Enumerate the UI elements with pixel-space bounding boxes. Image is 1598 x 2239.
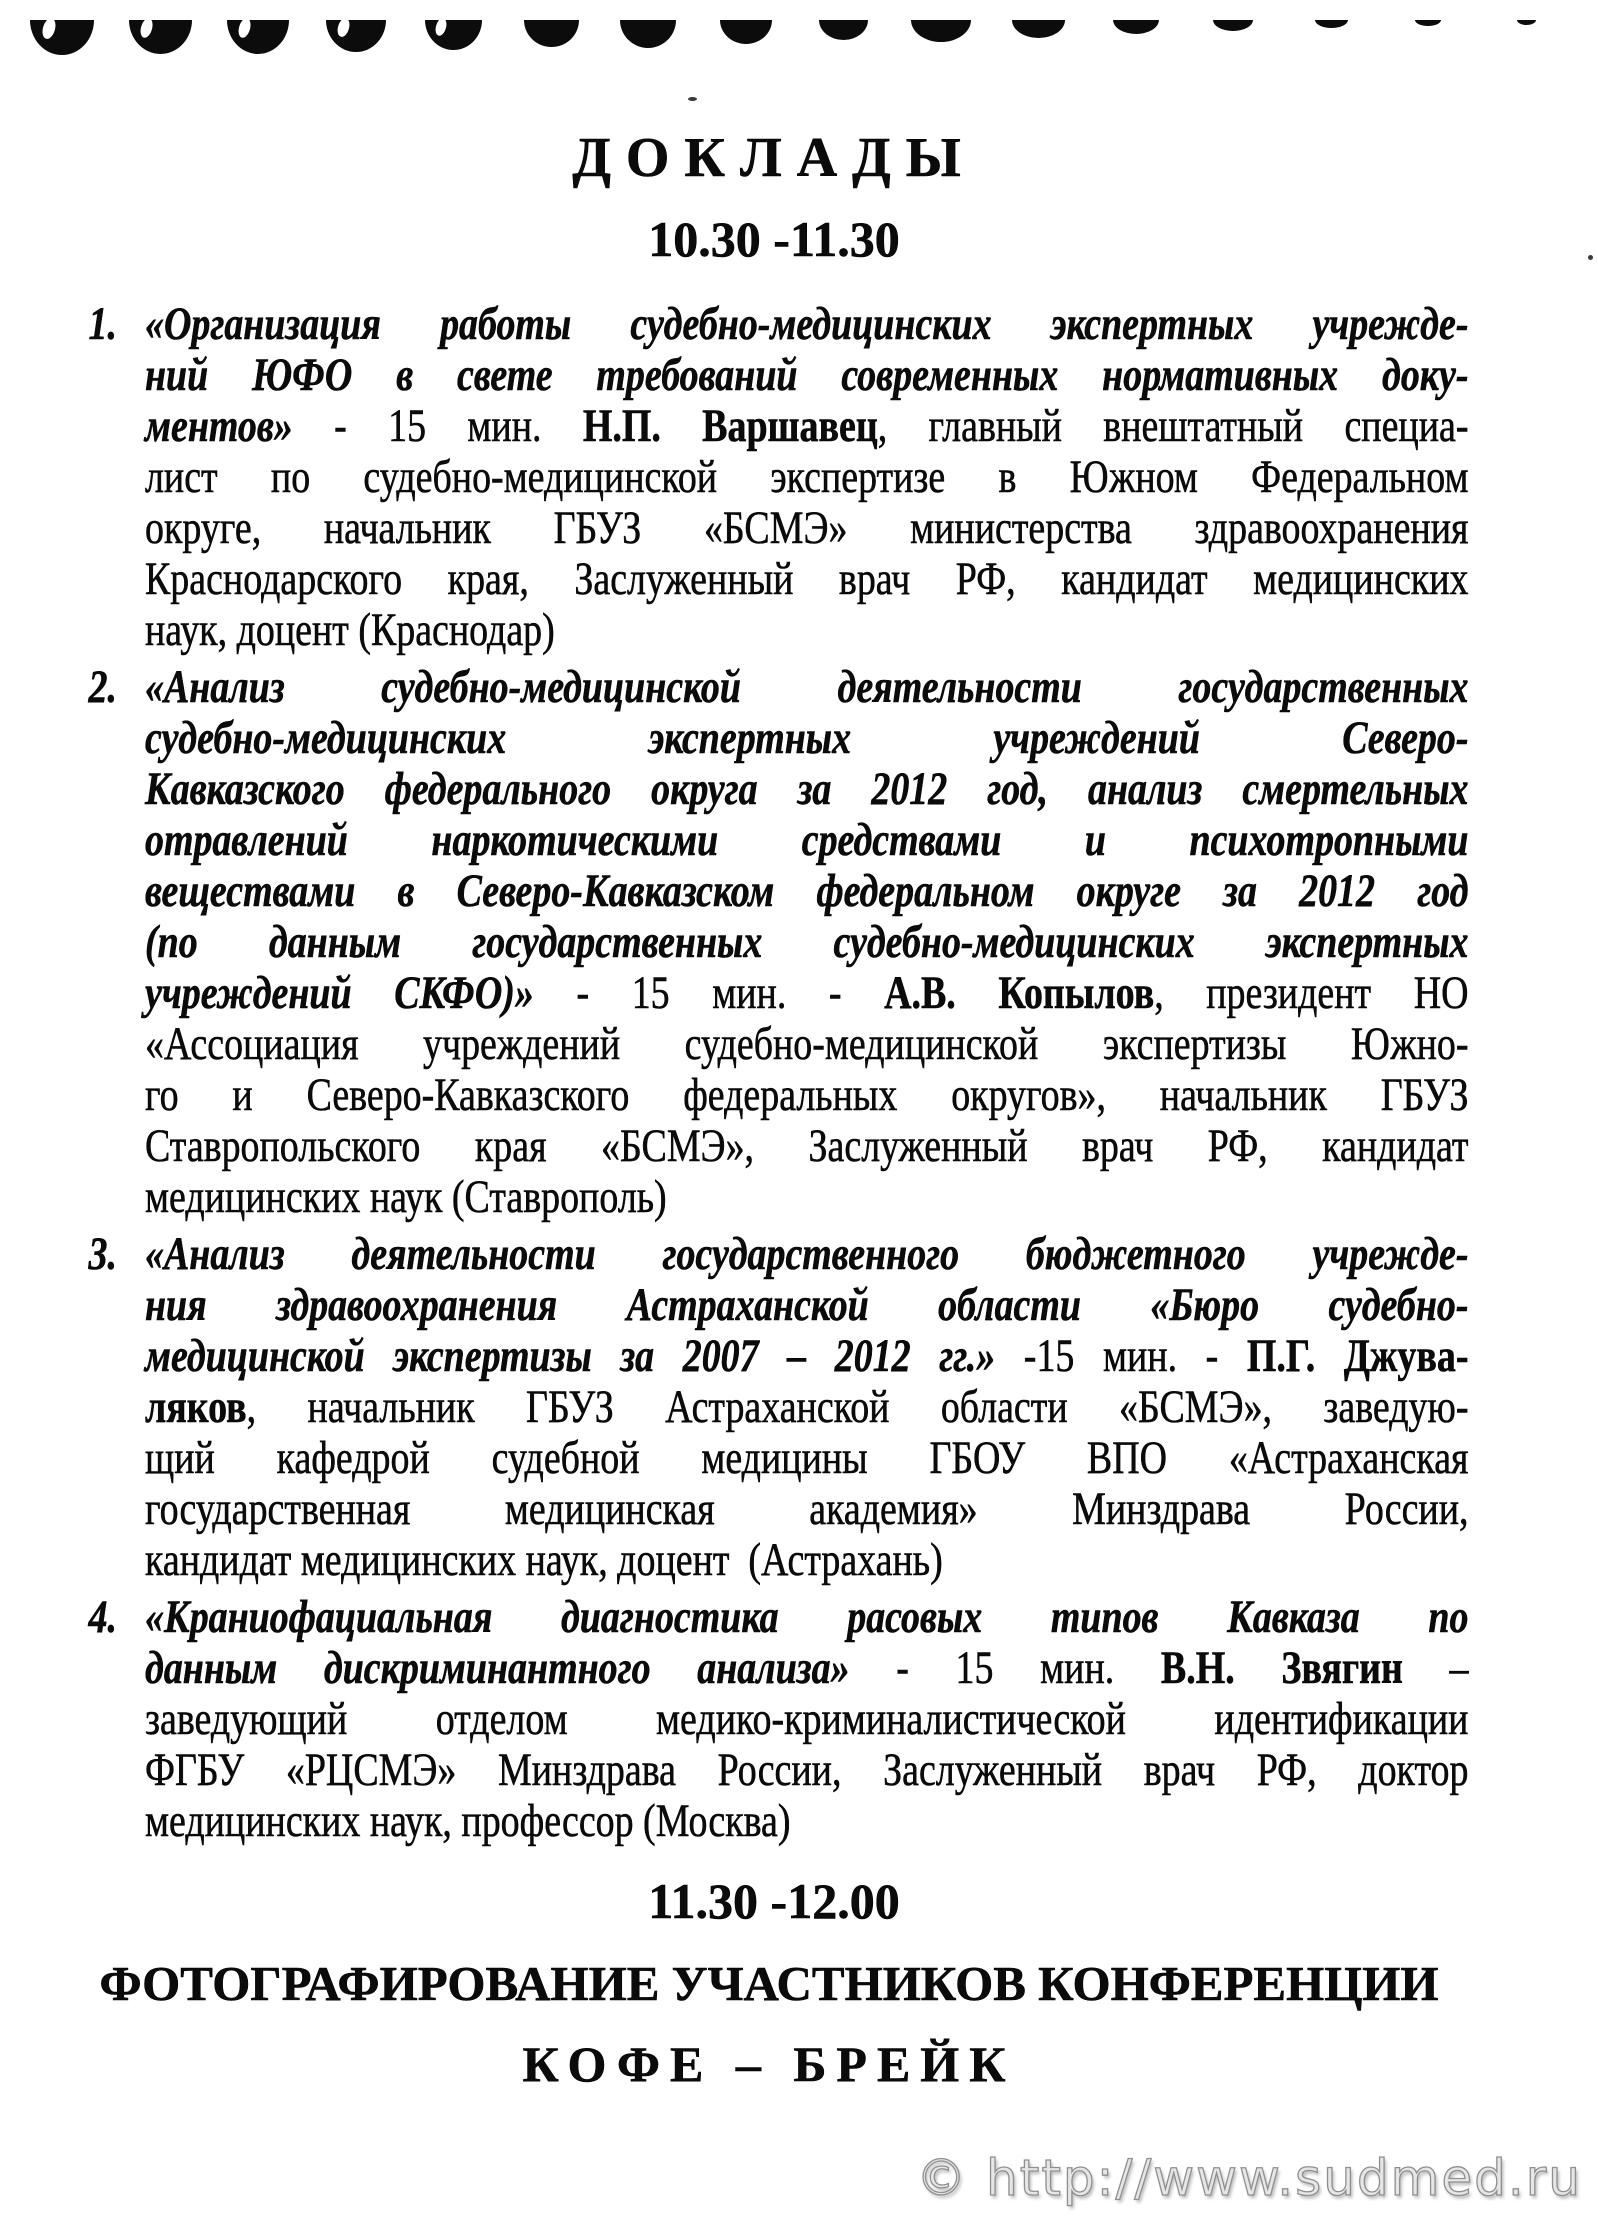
- photo-session-label: ФОТОГРАФИРОВАНИЕ УЧАСТНИКОВ КОНФЕРЕНЦИИ: [99, 1956, 1439, 2011]
- report-text-segment: государственная медицинская академия» Минздрава России,: [145, 1483, 1469, 1535]
- report-line: [145, 605, 1468, 656]
- binding-hole: [1415, 20, 1441, 26]
- report-text-segment: ФГБУ «РЦСМЭ» Минздрава России, Заслуженный врач РФ, доктор: [145, 1744, 1469, 1796]
- binding-hole: [1213, 20, 1253, 31]
- report-line: [145, 764, 1468, 815]
- report-line: [145, 1331, 1468, 1382]
- report-text-segment: данным дискриминантного анализа»: [145, 1642, 850, 1694]
- report-text-segment: ментов»: [145, 400, 293, 452]
- report-line: [145, 1796, 1468, 1847]
- footer-time: 11.30 -12.00: [648, 1873, 900, 1929]
- binding-hole: [425, 20, 482, 50]
- report-text-segment: , главный внештатный специа-: [877, 400, 1469, 452]
- report-line: [145, 968, 1468, 1019]
- report-text-segment: - 15 мин. -: [533, 967, 885, 1019]
- report-item: [88, 298, 1469, 656]
- binding-hole-highlight: [434, 17, 449, 37]
- binding-hole-highlight: [139, 17, 156, 40]
- report-line: [145, 1382, 1468, 1433]
- report-line: [145, 1592, 1468, 1643]
- report-text-segment: Краснодарского края, Заслуженный врач РФ, кандидат медицинских: [145, 553, 1469, 605]
- report-line: [145, 1745, 1468, 1796]
- report-text-segment: «Организация работы судебно-медицинских экспертных учрежде-: [145, 298, 1469, 350]
- report-text-segment: учреждений СКФО)»: [145, 967, 534, 1019]
- report-text-segment: В.Н. Звягин: [1160, 1642, 1403, 1694]
- report-line: [145, 503, 1468, 554]
- report-line: [145, 401, 1468, 452]
- report-text-segment: медицинских наук (Ставрополь): [145, 1171, 667, 1223]
- binding-hole: [720, 20, 772, 44]
- binding-hole: [129, 20, 192, 54]
- report-line: [145, 1484, 1468, 1535]
- binding-hole: [1012, 20, 1065, 38]
- report-line: [145, 815, 1468, 866]
- report-line: [145, 1535, 1468, 1586]
- report-number: 4.: [88, 1591, 117, 1643]
- page-title: ДОКЛАДЫ: [572, 127, 976, 189]
- report-text-segment: медицинской экспертизы за 2007 – 2012 гг.»: [145, 1330, 996, 1382]
- report-line: [145, 350, 1468, 401]
- report-line: [145, 1280, 1468, 1331]
- binding-hole: [30, 20, 94, 55]
- report-item: [88, 1591, 1469, 1847]
- report-text-segment: веществами в Северо-Кавказском федеральном округе за 2012 год: [145, 865, 1469, 917]
- report-line: [145, 452, 1468, 503]
- report-line: [145, 1433, 1468, 1484]
- report-text-segment: округе, начальник ГБУЗ «БСМЭ» министерства здравоохранения: [145, 502, 1469, 554]
- report-text-segment: наук, доцент (Краснодар): [145, 604, 555, 656]
- report-line: [145, 1070, 1468, 1121]
- report-text-segment: , президент НО: [1154, 967, 1469, 1019]
- report-line: [145, 554, 1468, 605]
- report-line: [145, 299, 1468, 350]
- report-line: [145, 917, 1468, 968]
- report-number: 1.: [88, 298, 117, 350]
- report-number: 3.: [88, 1228, 117, 1280]
- report-text-segment: -15 мин. -: [995, 1330, 1247, 1382]
- watermark-url: © http://www.sudmed.ru: [916, 2149, 1582, 2207]
- report-text-segment: «Анализ судебно-медицинской деятельности государственных: [145, 661, 1469, 713]
- binding-hole-highlight: [336, 17, 352, 38]
- report-number: 2.: [88, 661, 117, 713]
- report-text-segment: «Анализ деятельности государственного бюджетного учрежде-: [145, 1228, 1469, 1280]
- report-text-segment: заведующий отделом медико-криминалистической идентификации: [145, 1693, 1469, 1745]
- report-line: [145, 1643, 1468, 1694]
- report-text-segment: ний ЮФО в свете требований современных нормативных доку-: [145, 349, 1469, 401]
- binding-hole: [911, 20, 971, 42]
- report-line: [145, 1694, 1468, 1745]
- report-line: [145, 1121, 1468, 1172]
- binding-hole: [227, 20, 289, 54]
- report-text-segment: ляков: [145, 1381, 247, 1433]
- reports-list: [88, 298, 1469, 1847]
- report-text-segment: щий кафедрой судебной медицины ГБОУ ВПО «Астраханская: [145, 1432, 1469, 1484]
- report-text-segment: - 15 мин.: [849, 1642, 1161, 1694]
- report-text-segment: –: [1402, 1642, 1469, 1694]
- report-line: [145, 713, 1468, 764]
- scan-artifact: [688, 97, 697, 101]
- report-text-segment: (по данным государственных судебно-медицинских экспертных: [145, 916, 1469, 968]
- binding-hole: [819, 20, 868, 40]
- scan-artifact: [1588, 255, 1593, 260]
- report-text-segment: го и Северо-Кавказского федеральных округов», начальник ГБУЗ: [145, 1069, 1469, 1121]
- report-text-segment: «Краниофациальная диагностика расовых типов Кавказа по: [145, 1591, 1469, 1643]
- report-line: [145, 866, 1468, 917]
- report-text-segment: отравлений наркотическими средствами и психотропными: [145, 814, 1469, 866]
- binding-hole: [620, 20, 676, 48]
- report-text-segment: судебно-медицинских экспертных учреждений Северо-: [145, 712, 1469, 764]
- report-item: [88, 1228, 1469, 1586]
- report-line: [145, 1019, 1468, 1070]
- report-text-segment: «Ассоциация учреждений судебно-медицинской экспертизы Южно-: [145, 1018, 1469, 1070]
- report-text-segment: П.Г. Джува-: [1246, 1330, 1469, 1382]
- report-text-segment: Ставропольского края «БСМЭ», Заслуженный врач РФ, кандидат: [145, 1120, 1469, 1172]
- binding-hole-highlight: [40, 17, 57, 40]
- binding-hole: [1113, 20, 1159, 34]
- report-text-segment: лист по судебно-медицинской экспертизе в Южном Федеральном: [145, 451, 1469, 503]
- report-line: [145, 662, 1468, 713]
- session-time: 10.30 -11.30: [648, 211, 900, 267]
- report-text-segment: - 15 мин.: [292, 400, 583, 452]
- report-text-segment: А.В. Копылов: [884, 967, 1155, 1019]
- report-text-segment: Кавказского федерального округа за 2012 год, анализ смертельных: [145, 763, 1469, 815]
- binding-hole: [1517, 20, 1536, 25]
- binding-hole: [1315, 20, 1348, 28]
- report-text-segment: Н.П. Варшавец: [582, 400, 878, 452]
- report-text-segment: , начальник ГБУЗ Астраханской области «БСМЭ», заведую-: [246, 1381, 1469, 1433]
- binding-hole: [326, 20, 386, 52]
- report-line: [145, 1229, 1468, 1280]
- report-text-segment: кандидат медицинских наук, доцент (Астрахань): [145, 1534, 943, 1586]
- binding-row: [0, 0, 1598, 70]
- report-text-segment: медицинских наук, профессор (Москва): [145, 1795, 791, 1847]
- binding-hole: [524, 20, 579, 47]
- report-item: [88, 661, 1469, 1223]
- binding-hole-highlight: [237, 17, 253, 40]
- report-text-segment: ния здравоохранения Астраханской области «Бюро судебно-: [145, 1279, 1469, 1331]
- coffee-break-label: КОФЕ – БРЕЙК: [522, 2036, 1016, 2092]
- report-line: [145, 1172, 1468, 1223]
